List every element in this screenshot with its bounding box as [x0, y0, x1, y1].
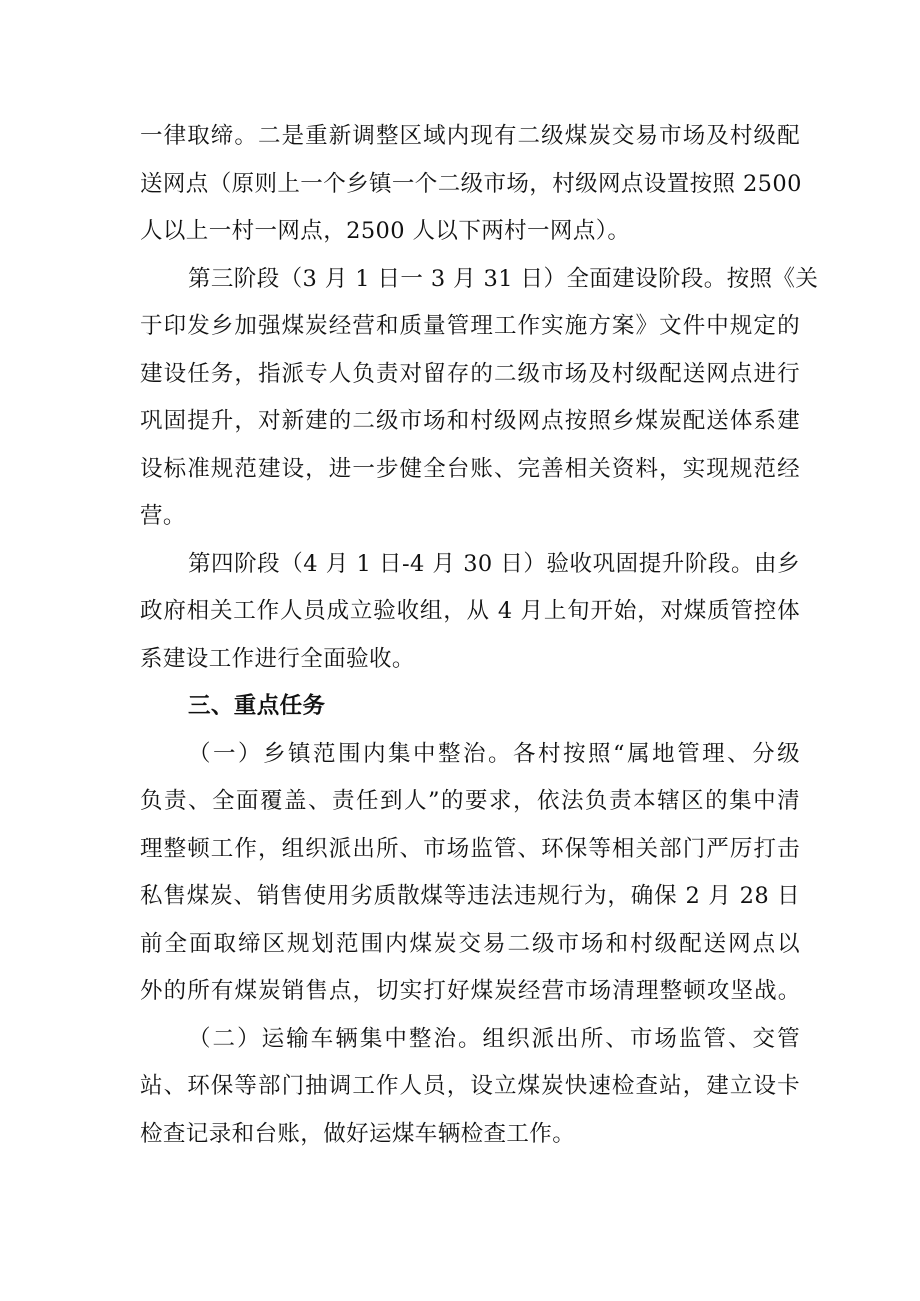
body-line: 人以上一村一网点，2500 人以下两村一网点）。 [140, 218, 631, 244]
body-line: 送网点（原则上一个乡镇一个二级市场，村级网点设置按照 2500 [140, 170, 802, 197]
body-line: 于印发乡加强煤炭经营和质量管理工作实施方案》文件中规定的 [140, 313, 800, 339]
section-heading: 三、重点任务 [188, 693, 326, 719]
paragraph-first-line: 第四阶段（4 月 1 日-4 月 30 日）验收巩固提升阶段。由乡 [188, 550, 800, 577]
body-line: 系建设工作进行全面验收。 [140, 645, 415, 672]
paragraph-first-line: （二）运输车辆集中整治。组织派出所、市场监管、交管 [188, 1025, 800, 1052]
body-line: 私售煤炭、销售使用劣质散煤等违法违规行为，确保 2 月 28 日 [140, 883, 800, 909]
body-line: 政府相关工作人员成立验收组，从 4 月上旬开始，对煤质管控体 [140, 598, 800, 624]
body-line: 站、环保等部门抽调工作人员，设立煤炭快速检查站，建立设卡 [140, 1073, 800, 1099]
body-line: 负责、全面覆盖、责任到人”的要求，依法负责本辖区的集中清 [140, 788, 800, 814]
document-body [140, 113, 819, 1158]
paragraph-first-line: 第三阶段（3 月 1 日一 3 月 31 日）全面建设阶段。按照《关 [188, 265, 819, 292]
body-line: 一律取缔。二是重新调整区域内现有二级煤炭交易市场及村级配 [140, 123, 800, 149]
body-line: 理整顿工作，组织派出所、市场监管、环保等相关部门严厉打击 [140, 835, 800, 862]
body-line: 巩固提升，对新建的二级市场和村级网点按照乡煤炭配送体系建 [140, 408, 800, 434]
body-line: 营。 [140, 503, 186, 529]
body-line: 检查记录和台账，做好运煤车辆检查工作。 [140, 1120, 576, 1147]
body-line: 外的所有煤炭销售点，切实打好煤炭经营市场清理整顿攻坚战。 [140, 978, 800, 1004]
body-line: 建设任务，指派专人负责对留存的二级市场及村级配送网点进行 [140, 360, 800, 387]
body-line: 前全面取缔区规划范围内煤炭交易二级市场和村级配送网点以 [140, 930, 800, 957]
body-line: 设标准规范建设，进一步健全台账、完善相关资料，实现规范经 [140, 455, 800, 482]
paragraph-first-line: （一）乡镇范围内集中整治。各村按照“属地管理、分级 [188, 740, 800, 767]
